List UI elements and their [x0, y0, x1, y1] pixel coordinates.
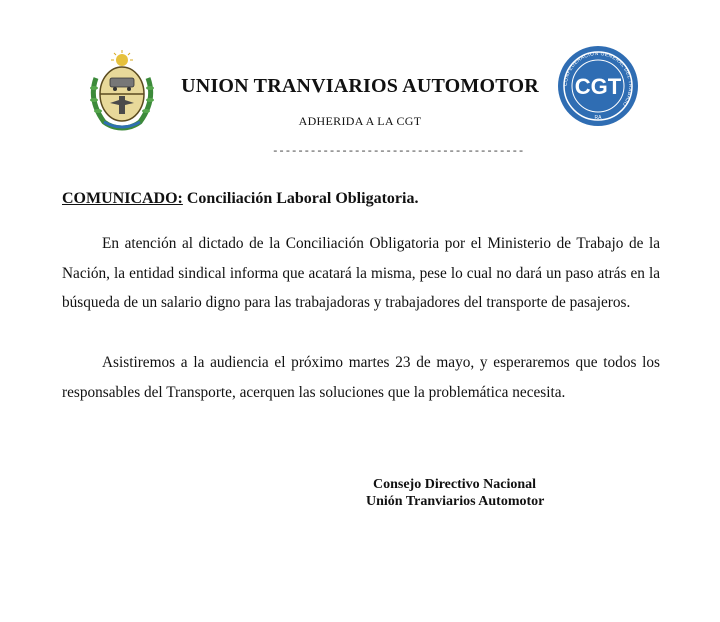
communique-paragraph-1: En atención al dictado de la Conciliación Obligatoria por el Ministerio de Trabajo de la Nación, la entidad sindical informa que acatará la misma, pese lo cual no dará un paso atrás en la búsqueda de un salario digno para las trabajadoras y trabajadores del transporte de pasajeros. — [62, 235, 660, 312]
communique-heading — [62, 190, 418, 208]
organization-subtitle: ADHERIDA A LA CGT — [298, 114, 422, 128]
cgt-ring-text: CONFEDERACION GENERAL DEL TRABAJO — [562, 50, 634, 108]
communique-label: COMUNICADO: — [62, 190, 183, 207]
communique-subject: Conciliación Laboral Obligatoria. — [186, 190, 419, 207]
cgt-monogram: CGT — [574, 74, 622, 99]
cgt-footer-text: RA — [594, 115, 602, 121]
signature-union: Unión Tranviarios Automotor — [366, 494, 545, 509]
header-divider: ---------------------------------------- — [272, 146, 525, 158]
signature-council: Consejo Directivo Nacional — [373, 477, 537, 492]
communique-paragraph-2: Asistiremos a la audiencia el próximo martes 23 de mayo, y esperaremos que todos los responsables del Transporte, acerquen las soluciones que la problemática necesita. — [62, 354, 660, 401]
organization-title-text: UNION TRANVIARIOS AUTOMOTOR — [181, 75, 539, 97]
organization-title — [0, 75, 720, 98]
